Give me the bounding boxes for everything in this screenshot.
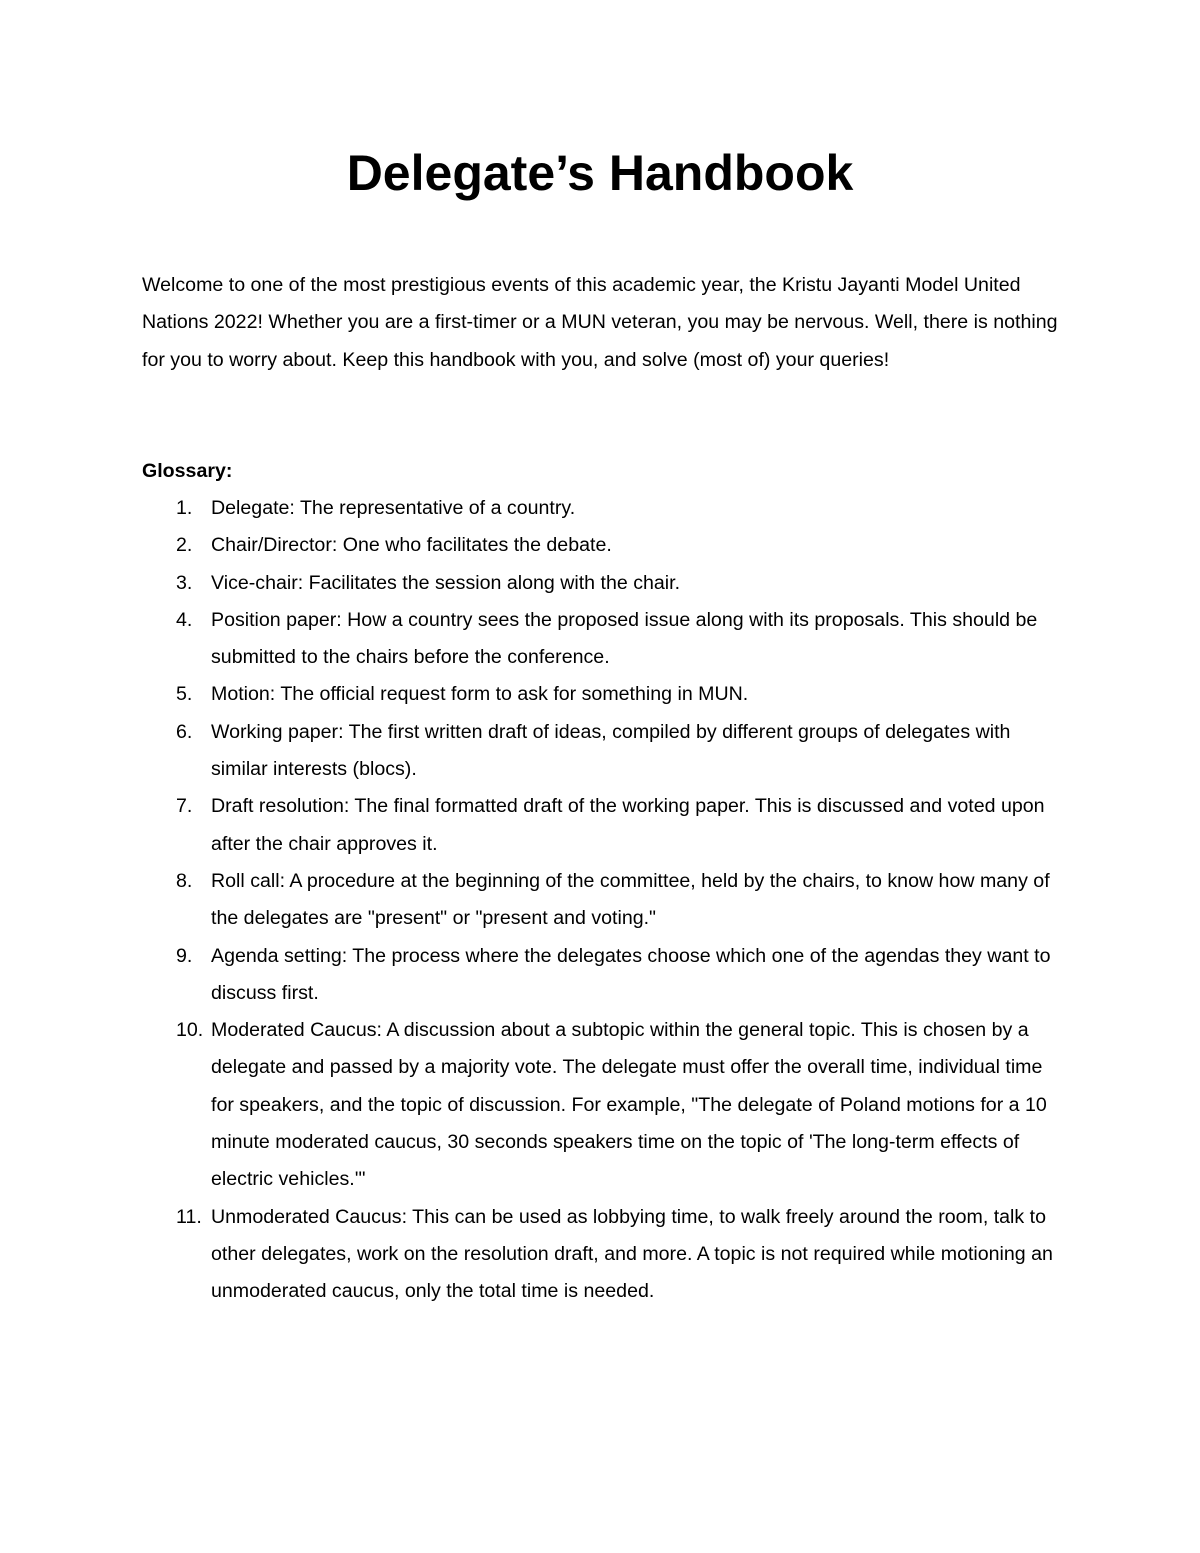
glossary-item — [0, 1199, 1061, 1311]
glossary-item — [0, 788, 1061, 863]
glossary-item — [0, 938, 1061, 1013]
glossary-item-text: Roll call: A procedure at the beginning of the committee, held by the chairs, to know how many of the delegates are "present" or "present and voting." — [211, 869, 1050, 930]
glossary-heading: Glossary: — [142, 460, 233, 482]
glossary-item — [0, 714, 1061, 789]
glossary-item — [0, 1012, 1061, 1198]
glossary-item-number: 5. — [176, 683, 193, 706]
glossary-item-text: Draft resolution: The final formatted draft of the working paper. This is discussed and voted upon after the chair approves it. — [211, 795, 1045, 855]
glossary-item — [0, 490, 1061, 527]
glossary-list — [0, 490, 1200, 1311]
intro-paragraph: Welcome to one of the most prestigious events of this academic year, the Kristu Jayanti Model United Nations 2022! Whether you are a first-timer or a MUN veteran, you may be nervous. Well, there is nothing for you to worry about. Keep this handbook with you, and solve (most of) your queries! — [142, 274, 1058, 371]
glossary-item-number: 4. — [176, 608, 193, 631]
glossary-item — [0, 565, 1061, 602]
glossary-item-number: 10. — [176, 1019, 204, 1042]
glossary-item-text: Position paper: How a country sees the proposed issue along with its proposals. This should be submitted to the chairs before the conference. — [211, 608, 1038, 669]
glossary-item-number: 11. — [176, 1205, 202, 1228]
glossary-item — [0, 602, 1061, 677]
glossary-item-text: Motion: The official request form to ask for something in MUN. — [211, 683, 749, 706]
glossary-item-number: 8. — [176, 869, 193, 892]
glossary-item-number: 3. — [176, 571, 193, 594]
glossary-item-text: Moderated Caucus: A discussion about a subtopic within the general topic. This is chosen by a delegate and passed by a majority vote. The delegate must offer the overall time, individual time for speakers, and the topic of discussion. For example, "The delegate of Poland motions for a 10 minute moderated caucus, 30 seconds speakers time on the topic of 'The long-term effects of electric vehicles.'" — [211, 1019, 1047, 1191]
glossary-item-number: 7. — [176, 795, 193, 818]
glossary-item-number: 1. — [176, 497, 193, 519]
glossary-item-text: Agenda setting: The process where the delegates choose which one of the agendas they want to discuss first. — [211, 944, 1051, 1004]
glossary-item-number: 6. — [176, 720, 193, 743]
glossary-item-text: Working paper: The first written draft of ideas, compiled by different groups of delegates with similar interests (blocs). — [211, 720, 1011, 781]
glossary-item-number: 2. — [176, 534, 193, 557]
glossary-item — [0, 863, 1061, 938]
glossary-item-text: Vice-chair: Facilitates the session along with the chair. — [211, 571, 681, 594]
glossary-item-text: Chair/Director: One who facilitates the debate. — [211, 534, 612, 557]
glossary-item-text: Unmoderated Caucus: This can be used as lobbying time, to walk freely around the room, talk to other delegates, work on the resolution draft, and more. A topic is not required while motioning an unmoderated caucus, only the total time is needed. — [211, 1205, 1053, 1303]
glossary-item-number: 9. — [176, 944, 193, 967]
glossary-item-text: Delegate: The representative of a country. — [211, 497, 576, 519]
glossary-item — [0, 527, 1061, 564]
document-title: Delegate’s Handbook — [346, 145, 854, 201]
glossary-item — [0, 676, 1061, 713]
